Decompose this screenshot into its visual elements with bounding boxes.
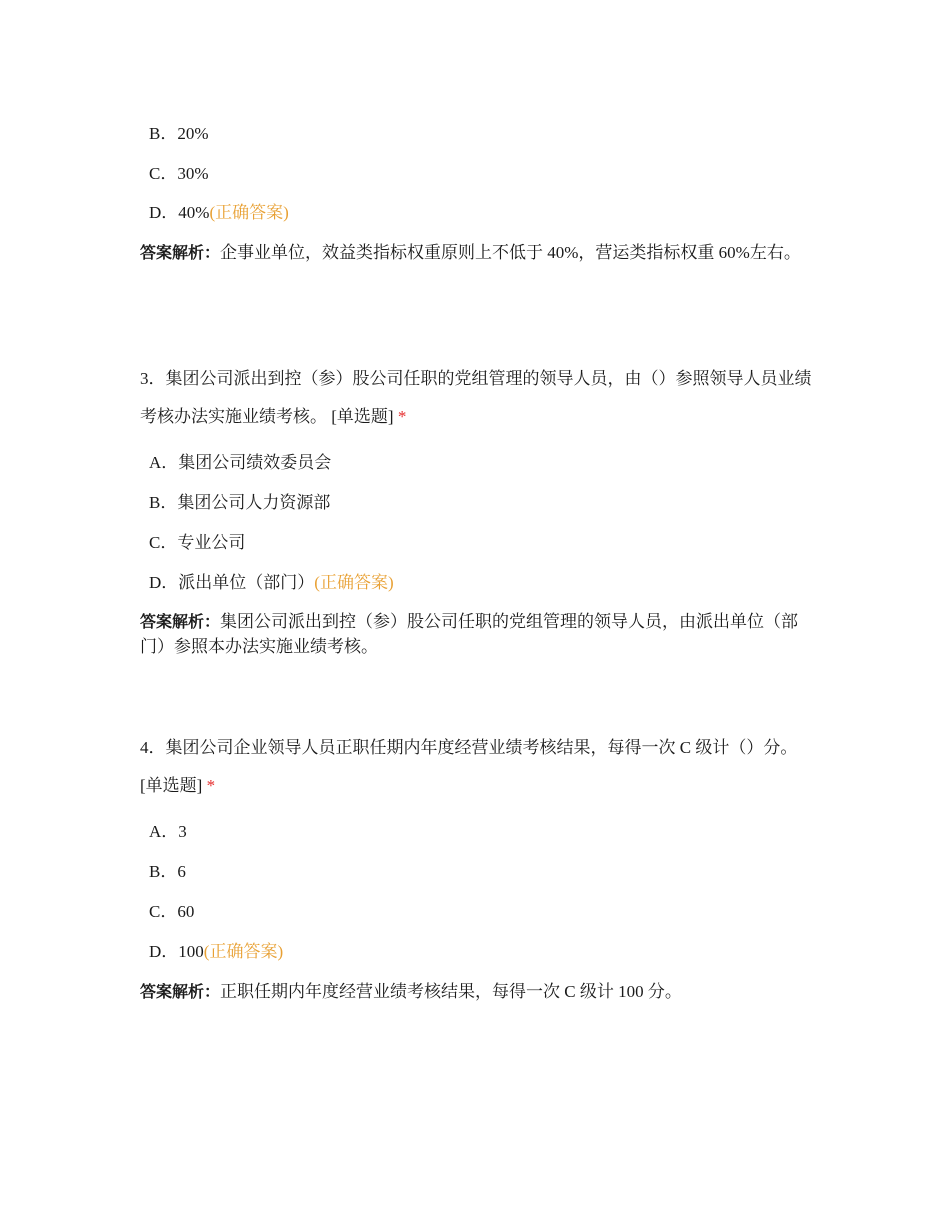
q2-option-d [149,202,289,224]
option-text: 20% [177,124,209,143]
q4-option-d [149,941,283,963]
q4-option-a [149,821,187,843]
option-letter: B． [149,862,178,881]
option-letter: D． [149,573,179,592]
option-letter: C． [149,533,178,552]
option-letter: C． [149,902,178,921]
q3-option-a [149,452,331,474]
q2-option-b [149,123,209,145]
option-letter: A． [149,822,179,841]
option-text: 3 [178,822,187,841]
analysis-label: 答案解析： [140,243,221,262]
q4-option-c [149,901,194,923]
option-letter: D． [149,942,179,961]
option-text: 集团公司绩效委员会 [178,453,332,472]
q2-analysis [140,240,820,265]
question-text: 4．集团公司企业领导人员正职任期内年度经营业绩考核结果，每得一次 C 级计（）分。 [140,738,798,757]
q4-option-b [149,861,186,883]
analysis-text: 企事业单位，效益类指标权重原则上不低于 40%，营运类指标权重 60%左右。 [220,243,801,262]
required-mark: * [206,776,216,795]
option-letter: D． [149,203,179,222]
analysis-text: 集团公司派出到控（参）股公司任职的党组管理的领导人员，由派出单位（部门）参照本办法实施业绩考核。 [140,612,799,656]
option-letter: A． [149,453,179,472]
q4-analysis [140,979,820,1004]
analysis-text: 正职任期内年度经营业绩考核结果，每得一次 C 级计 100 分。 [220,982,682,1001]
option-text: 100 [178,942,204,961]
q3-analysis [140,609,820,659]
question-type: [单选题] [140,776,203,795]
analysis-label: 答案解析： [140,982,221,1001]
q3-option-d [149,572,394,594]
q3-question [140,360,820,436]
option-text: 6 [177,862,186,881]
option-text: 60 [177,902,195,921]
q3-option-b [149,492,330,514]
option-text: 集团公司人力资源部 [177,493,331,512]
q3-option-c [149,532,245,554]
option-text: 30% [177,164,209,183]
option-letter: B． [149,493,178,512]
option-text: 专业公司 [177,533,246,552]
correct-answer-mark: (正确答案) [203,942,284,961]
option-letter: C． [149,164,178,183]
option-text: 40% [178,203,210,222]
correct-answer-mark: (正确答案) [314,573,394,592]
question-type: [单选题] [331,407,394,426]
q2-option-c [149,163,209,185]
question-text: 3．集团公司派出到控（参）股公司任职的党组管理的领导人员，由（）参照领导人员业绩考核办法实施业绩考核。 [140,369,812,426]
option-text: 派出单位（部门） [178,573,315,592]
q4-question [140,729,820,805]
analysis-label: 答案解析： [140,612,221,631]
correct-answer-mark: (正确答案) [209,203,289,222]
option-letter: B． [149,124,178,143]
required-mark: * [397,407,407,426]
